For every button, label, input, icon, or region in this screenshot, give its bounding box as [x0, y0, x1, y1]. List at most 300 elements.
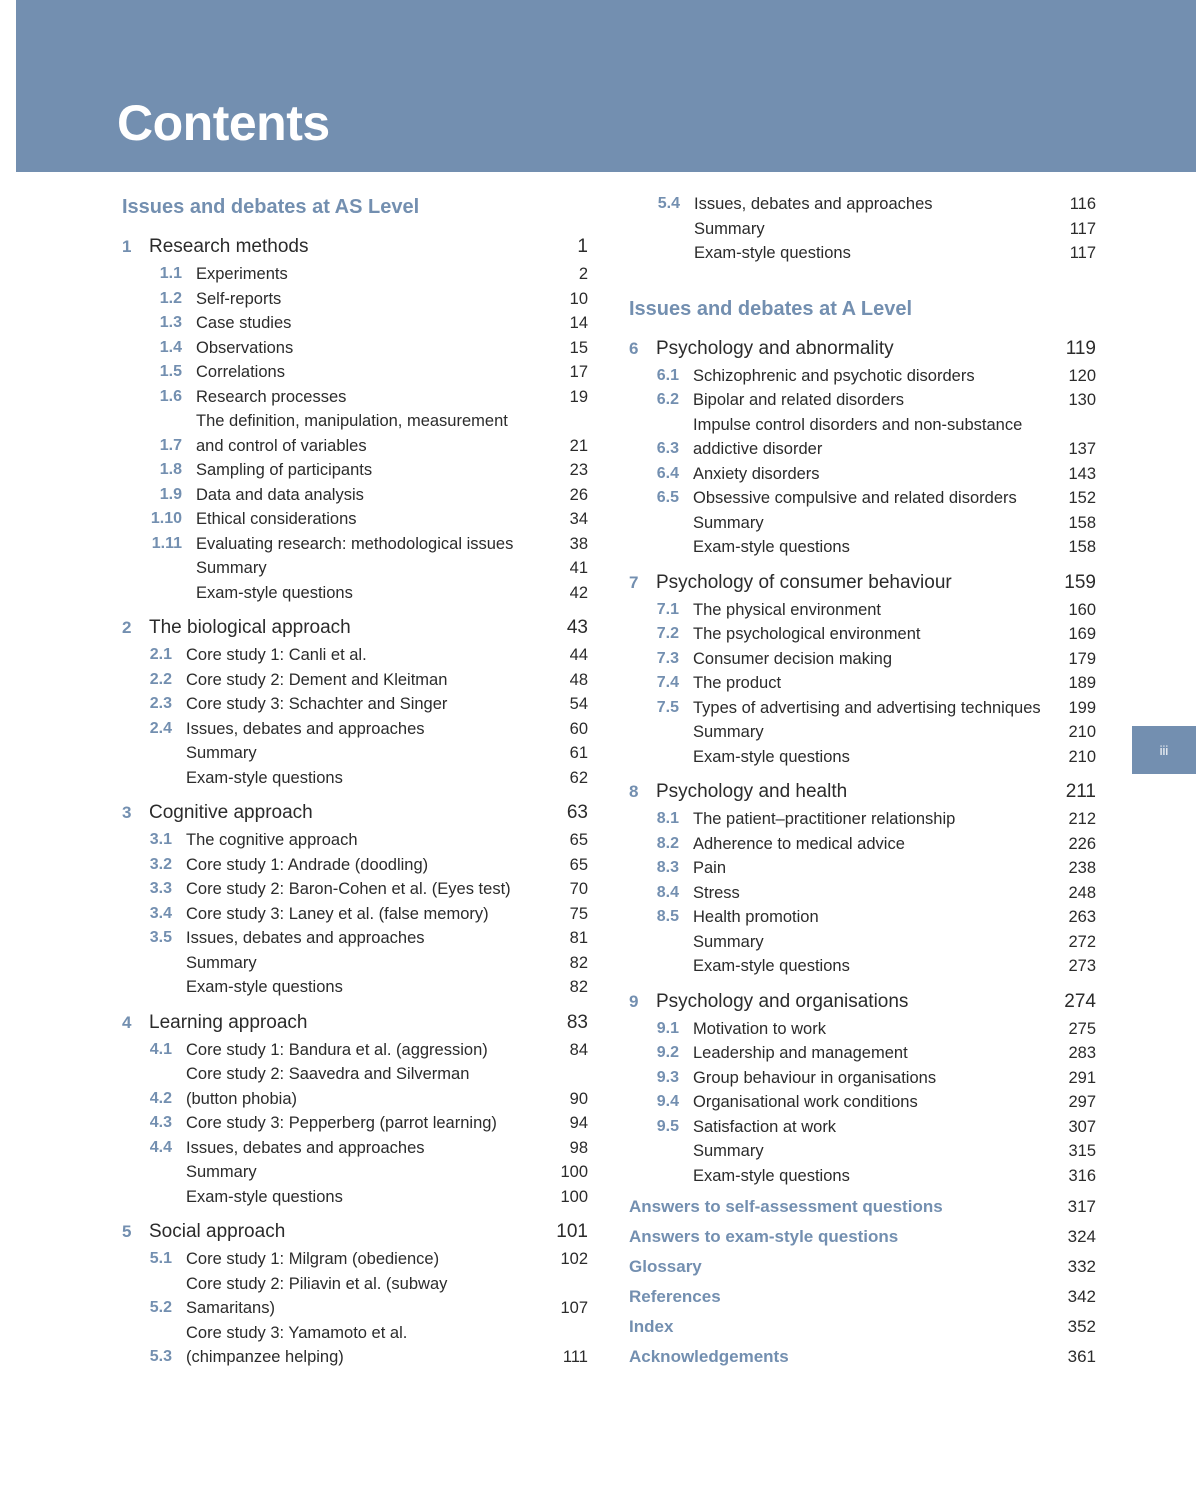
entry-title — [186, 643, 536, 668]
section-number: 4.4 — [149, 1138, 172, 1156]
toc-entry[interactable] — [122, 902, 588, 927]
entry-title — [186, 717, 536, 742]
page-number: 179 — [1068, 649, 1096, 668]
page-number: 143 — [1068, 464, 1096, 483]
page-number: 100 — [560, 1163, 588, 1181]
entry-title — [196, 311, 536, 336]
toc-entry[interactable] — [629, 832, 1096, 857]
section-number: 8.2 — [656, 834, 679, 852]
chapter-items — [629, 1017, 1096, 1189]
toc-entry[interactable] — [122, 287, 588, 312]
entry-title-line: Exam-style questions — [693, 1166, 850, 1185]
page-number: 342 — [1067, 1287, 1096, 1306]
toc-entry[interactable] — [122, 668, 588, 693]
backmatter-title: Index — [629, 1317, 674, 1336]
backmatter-entry[interactable] — [629, 1282, 1096, 1312]
toc-entry[interactable] — [122, 1321, 588, 1370]
page-number: 82 — [569, 953, 588, 972]
entry-title-line: Stress — [693, 883, 740, 902]
page-number: 275 — [1068, 1019, 1096, 1038]
entry-title — [693, 1066, 1044, 1091]
entry-title — [186, 668, 536, 693]
entry-title-line: Core study 3: Yamamoto et al. — [186, 1323, 408, 1342]
section-title: Issues and debates at AS Level — [122, 196, 420, 218]
backmatter-title: Answers to self-assessment questions — [629, 1197, 943, 1216]
page-number: 324 — [1067, 1227, 1096, 1246]
entry-title — [196, 507, 536, 532]
toc-entry[interactable] — [122, 692, 588, 717]
entry-title-line: Issues, debates and approaches — [186, 929, 425, 947]
chapter-number: 3 — [122, 803, 132, 822]
backmatter-list — [629, 1192, 1096, 1372]
entry-title-line: Pain — [693, 859, 727, 877]
page-number: 44 — [569, 646, 588, 664]
toc-extra-entry[interactable] — [122, 741, 588, 766]
section-number: 7.1 — [656, 600, 679, 618]
entry-title-line: Research processes — [196, 387, 347, 406]
entry-title-line: Core study 2: Dement and Kleitman — [186, 670, 448, 689]
page-number: 21 — [569, 436, 588, 455]
chapter-entry[interactable] — [629, 568, 1096, 598]
entry-title-line: Schizophrenic and psychotic disorders — [693, 366, 975, 385]
entry-title-line: Issues, debates and approaches — [186, 1138, 425, 1157]
toc-entry[interactable] — [122, 458, 588, 483]
page-number: 81 — [569, 929, 588, 947]
entry-title-line: Core study 3: Laney et al. (false memory) — [186, 904, 489, 923]
entry-title — [196, 483, 536, 508]
toc-entry[interactable] — [629, 905, 1096, 930]
page-number: 90 — [569, 1089, 588, 1108]
chapter-entry[interactable] — [629, 777, 1096, 807]
entry-title-line: Core study 1: Canli et al. — [186, 646, 367, 664]
entry-title — [196, 458, 536, 483]
toc-extra-entry[interactable] — [122, 951, 588, 976]
page-number: 160 — [1068, 600, 1096, 619]
entry-title — [693, 856, 1044, 881]
page-number: 43 — [566, 617, 588, 638]
page-number: 158 — [1068, 513, 1096, 532]
entry-title-line: Impulse control disorders and non-substance — [693, 415, 1023, 434]
entry-title-line: Case studies — [196, 314, 292, 332]
page-number: 316 — [1068, 1166, 1096, 1185]
entry-title-line: The psychological environment — [693, 625, 921, 643]
entry-title-line: The definition, manipulation, measurement — [196, 412, 508, 430]
toc-extra-entry[interactable] — [122, 766, 588, 791]
section-number: 5.2 — [149, 1299, 172, 1316]
entry-title — [693, 1164, 1044, 1189]
page-number: 137 — [1068, 440, 1096, 458]
section-number: 9.5 — [656, 1117, 679, 1135]
toc-extra-entry[interactable] — [629, 720, 1096, 745]
toc-entry[interactable] — [122, 1111, 588, 1136]
entry-title — [186, 975, 536, 1000]
page-number: 169 — [1068, 625, 1096, 643]
chapter-entry[interactable] — [122, 798, 588, 828]
chapter-number: 7 — [629, 572, 639, 592]
toc-entry[interactable] — [122, 409, 588, 458]
entry-title — [196, 385, 536, 410]
section-number: 1.2 — [159, 289, 182, 307]
toc-entry[interactable] — [122, 336, 588, 361]
entry-title — [186, 853, 536, 878]
toc-entry[interactable] — [629, 1017, 1096, 1042]
backmatter-entry[interactable] — [629, 1222, 1096, 1252]
section-number: 2.2 — [149, 670, 172, 688]
toc-entry[interactable] — [122, 877, 588, 902]
entry-title — [693, 881, 1044, 906]
page-number: 117 — [1069, 244, 1096, 262]
entry-title — [196, 581, 536, 606]
chapter-block — [122, 232, 588, 605]
chapter-title: Social approach — [149, 1221, 286, 1242]
entry-title — [196, 556, 536, 581]
section-number: 6.1 — [656, 366, 679, 384]
entry-title-line: Correlations — [196, 363, 285, 381]
entry-title — [186, 1321, 536, 1370]
toc-entry[interactable] — [629, 486, 1096, 511]
entry-title — [693, 1139, 1044, 1164]
toc-entry[interactable] — [122, 1038, 588, 1063]
page-number: 120 — [1068, 366, 1096, 385]
page-number: 82 — [569, 978, 588, 996]
entry-title-line-2: (button phobia) — [186, 1089, 297, 1108]
page-number: 84 — [569, 1040, 588, 1059]
page-number: 10 — [569, 289, 588, 308]
chapter-number: 5 — [122, 1222, 132, 1241]
backmatter-entry[interactable] — [629, 1192, 1096, 1222]
entry-title-line: Core study 2: Piliavin et al. (subway Samaritans) — [186, 1274, 448, 1317]
toc-entry[interactable] — [629, 192, 1096, 217]
entry-title-line: Exam-style questions — [186, 978, 343, 996]
chapter-items — [629, 807, 1096, 979]
entry-title — [186, 1247, 536, 1272]
entry-title-line: Issues, debates and approaches — [186, 719, 425, 738]
toc-extra-entry[interactable] — [629, 1139, 1096, 1164]
page-number: 1 — [577, 236, 588, 257]
entry-title — [694, 192, 1044, 217]
entry-title — [693, 511, 1044, 536]
toc-extra-entry[interactable] — [629, 1164, 1096, 1189]
toc-entry[interactable] — [122, 717, 588, 742]
toc-extra-entry[interactable] — [629, 535, 1096, 560]
entry-title — [693, 1090, 1044, 1115]
section-number: 9.1 — [656, 1019, 679, 1037]
chapter-title: Cognitive approach — [149, 802, 313, 823]
toc-extra-entry[interactable] — [629, 241, 1096, 266]
toc-extra-entry[interactable] — [122, 556, 588, 581]
page-number: 100 — [560, 1187, 588, 1206]
page-number: 34 — [569, 510, 588, 528]
toc-entry[interactable] — [122, 262, 588, 287]
toc-extra-entry[interactable] — [629, 217, 1096, 242]
toc-entry[interactable] — [629, 364, 1096, 389]
entry-title-line: Core study 1: Bandura et al. (aggression) — [186, 1040, 488, 1059]
chapter-title: Psychology of consumer behaviour — [656, 571, 952, 593]
chapter-entry[interactable] — [122, 613, 588, 643]
section-number: 1.9 — [159, 485, 182, 503]
entry-title — [186, 902, 536, 927]
section-number: 3.1 — [149, 831, 172, 848]
page-number: 116 — [1069, 195, 1096, 213]
toc-entry[interactable] — [629, 413, 1096, 462]
chapter-number: 2 — [122, 618, 132, 637]
page-number: 212 — [1068, 810, 1096, 828]
chapter-title: Psychology and health — [656, 781, 848, 802]
section-number: 8.4 — [656, 883, 679, 901]
page-number: 65 — [569, 831, 588, 849]
entry-title — [186, 828, 536, 853]
page-number: 272 — [1068, 932, 1096, 951]
entry-title — [693, 388, 1044, 413]
page-number: 332 — [1067, 1257, 1096, 1276]
entry-title-line: Exam-style questions — [693, 957, 850, 975]
page-number: 98 — [569, 1138, 588, 1157]
chapter-entry[interactable] — [122, 232, 588, 262]
backmatter-entry[interactable] — [629, 1342, 1096, 1372]
section-number: 6.5 — [656, 489, 679, 506]
toc-extra-entry[interactable] — [122, 1160, 588, 1185]
toc-entry[interactable] — [629, 1115, 1096, 1140]
entry-title — [196, 409, 536, 458]
entry-title-line: Ethical considerations — [196, 510, 357, 528]
toc-extra-entry[interactable] — [629, 954, 1096, 979]
toc-entry[interactable] — [122, 532, 588, 557]
chapter-items — [629, 598, 1096, 770]
page-number: 15 — [569, 338, 588, 357]
page-number: 210 — [1068, 747, 1096, 766]
section-number: 1.7 — [159, 436, 182, 454]
chapter-entry[interactable] — [122, 1217, 588, 1247]
toc-entry[interactable] — [629, 696, 1096, 721]
page-number: 158 — [1068, 538, 1096, 556]
entry-title-line: Bipolar and related disorders — [693, 391, 904, 409]
page-number: 60 — [569, 719, 588, 738]
toc-entry[interactable] — [629, 1041, 1096, 1066]
chapter-items — [122, 828, 588, 1000]
entry-title — [693, 696, 1044, 721]
entry-title — [196, 262, 536, 287]
section-title: Issues and debates at A Level — [629, 297, 913, 320]
section-number: 4.3 — [149, 1114, 172, 1131]
entry-title — [186, 692, 536, 717]
entry-title — [693, 364, 1044, 389]
entry-title-line: Self-reports — [196, 289, 282, 308]
page-number-tab: iii — [1132, 726, 1196, 774]
chapter-items — [122, 643, 588, 790]
entry-title-line: Summary — [693, 932, 764, 951]
section-number: 6.4 — [656, 464, 679, 482]
entry-title — [694, 241, 1044, 266]
toc-extra-entry[interactable] — [629, 930, 1096, 955]
entry-title — [186, 926, 536, 951]
entry-title-line: The patient–practitioner relationship — [693, 810, 956, 828]
page-number: 361 — [1067, 1347, 1096, 1366]
toc-extra-entry[interactable] — [629, 745, 1096, 770]
entry-title-line: Summary — [693, 513, 764, 532]
chapter-title: Learning approach — [149, 1011, 308, 1033]
chapter-title: Research methods — [149, 236, 309, 257]
toc-entry[interactable] — [122, 828, 588, 853]
section-number: 2.3 — [149, 695, 172, 712]
chapter-block — [629, 568, 1096, 770]
toc-entry[interactable] — [629, 807, 1096, 832]
page-number: 17 — [569, 363, 588, 381]
entry-title-line: Core study 1: Milgram (obedience) — [186, 1250, 440, 1268]
backmatter-title: Acknowledgements — [629, 1347, 789, 1366]
chapter-entry[interactable] — [629, 987, 1096, 1017]
backmatter-entry[interactable] — [629, 1312, 1096, 1342]
entry-title — [693, 622, 1044, 647]
entry-title — [186, 1160, 536, 1185]
page-number: 307 — [1068, 1117, 1096, 1136]
page-number: 297 — [1068, 1093, 1096, 1111]
chapter-entry[interactable] — [122, 1008, 588, 1038]
entry-title — [186, 1038, 536, 1063]
entry-title — [693, 1041, 1044, 1066]
toc-entry[interactable] — [122, 643, 588, 668]
entry-title — [196, 336, 536, 361]
section-number: 5.1 — [149, 1250, 172, 1267]
section-number: 2.1 — [149, 646, 172, 663]
chapter-number: 1 — [122, 237, 132, 256]
toc-entry[interactable] — [122, 360, 588, 385]
toc-entry[interactable] — [629, 1066, 1096, 1091]
toc-entry[interactable] — [122, 926, 588, 951]
page-number: 226 — [1068, 834, 1096, 853]
toc-extra-entry[interactable] — [122, 581, 588, 606]
chapter-block — [629, 334, 1096, 560]
entry-title-line: Adherence to medical advice — [693, 834, 905, 853]
toc-entry[interactable] — [629, 856, 1096, 881]
page-number: 210 — [1068, 723, 1096, 741]
entry-title-line: The product — [693, 674, 782, 692]
section-number: 5.4 — [657, 195, 680, 212]
continued-items — [629, 192, 1096, 266]
entry-title-line: The cognitive approach — [186, 831, 358, 849]
page-number: 94 — [569, 1114, 588, 1132]
entry-title — [693, 954, 1044, 979]
chapter-number: 4 — [122, 1012, 132, 1032]
entry-title — [186, 1111, 536, 1136]
page-number: 70 — [569, 880, 588, 898]
page-number: 42 — [569, 583, 588, 602]
chapter-block — [122, 613, 588, 790]
entry-title-line: Summary — [694, 219, 765, 238]
toc-entry[interactable] — [122, 507, 588, 532]
page-number: 41 — [569, 559, 588, 577]
toc-entry[interactable] — [629, 881, 1096, 906]
toc-entry[interactable] — [122, 1272, 588, 1321]
entry-title-line: Issues, debates and approaches — [694, 195, 933, 213]
toc-entry[interactable] — [122, 1247, 588, 1272]
entry-title-line: Core study 2: Baron-Cohen et al. (Eyes test) — [186, 880, 511, 898]
toc-entry[interactable] — [629, 388, 1096, 413]
entry-title — [693, 832, 1044, 857]
toc-entry[interactable] — [629, 671, 1096, 696]
entry-title-line: Group behaviour in organisations — [693, 1068, 937, 1087]
entry-title-line: Core study 1: Andrade (doodling) — [186, 855, 429, 874]
toc-entry[interactable] — [122, 853, 588, 878]
toc-entry[interactable] — [629, 622, 1096, 647]
toc-extra-entry[interactable] — [122, 1185, 588, 1210]
right-chapter-list — [629, 334, 1096, 1189]
section-number: 1.3 — [159, 314, 182, 331]
section-number: 1.8 — [159, 461, 182, 478]
entry-title — [693, 486, 1044, 511]
toc-entry[interactable] — [629, 647, 1096, 672]
page-number: 38 — [569, 534, 588, 553]
entry-title — [693, 462, 1044, 487]
section-number: 4.1 — [149, 1040, 172, 1058]
entry-title-line: Summary — [196, 559, 267, 577]
chapter-title: Psychology and organisations — [656, 990, 909, 1012]
page-number: 119 — [1065, 337, 1096, 359]
entry-title-line: Experiments — [196, 265, 288, 283]
entry-title — [186, 951, 536, 976]
chapter-number: 8 — [629, 782, 639, 801]
entry-title — [693, 598, 1044, 623]
entry-title — [693, 720, 1044, 745]
toc-entry[interactable] — [629, 1090, 1096, 1115]
contents-left-column — [122, 192, 588, 1372]
entry-title-line: Summary — [186, 744, 257, 762]
entry-title — [694, 217, 1044, 242]
section-number: 3.3 — [149, 880, 172, 897]
toc-entry[interactable] — [122, 385, 588, 410]
section-number: 1.5 — [159, 363, 182, 380]
page-number: 107 — [560, 1299, 588, 1317]
entry-title — [186, 1136, 536, 1161]
entry-title-line-2: (chimpanzee helping) — [186, 1348, 344, 1366]
toc-extra-entry[interactable] — [629, 511, 1096, 536]
section-number: 9.2 — [656, 1044, 679, 1061]
entry-title-line: The physical environment — [693, 600, 882, 619]
section-number: 6.2 — [656, 391, 679, 408]
chapter-items — [122, 1038, 588, 1210]
backmatter-entry[interactable] — [629, 1252, 1096, 1282]
entry-title — [693, 1017, 1044, 1042]
entry-title — [693, 745, 1044, 770]
toc-entry[interactable] — [122, 1062, 588, 1111]
page-number: 102 — [560, 1250, 588, 1268]
backmatter-title: Answers to exam-style questions — [629, 1227, 899, 1246]
toc-entry[interactable] — [122, 311, 588, 336]
page-title: Contents — [117, 95, 330, 151]
page-number: 63 — [566, 802, 588, 823]
page-number: 101 — [556, 1221, 588, 1242]
page-number: 263 — [1068, 908, 1096, 926]
page-number: 283 — [1068, 1044, 1096, 1062]
entry-title-line: Summary — [693, 1142, 764, 1160]
chapter-block — [629, 987, 1096, 1189]
entry-title-line: Summary — [186, 953, 257, 972]
page-number: 48 — [569, 670, 588, 689]
toc-entry[interactable] — [629, 598, 1096, 623]
toc-entry[interactable] — [629, 462, 1096, 487]
chapter-entry[interactable] — [629, 334, 1096, 364]
entry-title-line: Health promotion — [693, 908, 819, 926]
page-number: 19 — [569, 387, 588, 406]
toc-extra-entry[interactable] — [122, 975, 588, 1000]
toc-entry[interactable] — [122, 483, 588, 508]
entry-title-line: Anxiety disorders — [693, 464, 820, 483]
page-number: 352 — [1067, 1317, 1096, 1336]
section-number: 7.2 — [656, 625, 679, 642]
toc-entry[interactable] — [122, 1136, 588, 1161]
chapter-items — [629, 364, 1096, 560]
page-number: 159 — [1064, 571, 1096, 593]
entry-title-line: Exam-style questions — [196, 583, 353, 602]
